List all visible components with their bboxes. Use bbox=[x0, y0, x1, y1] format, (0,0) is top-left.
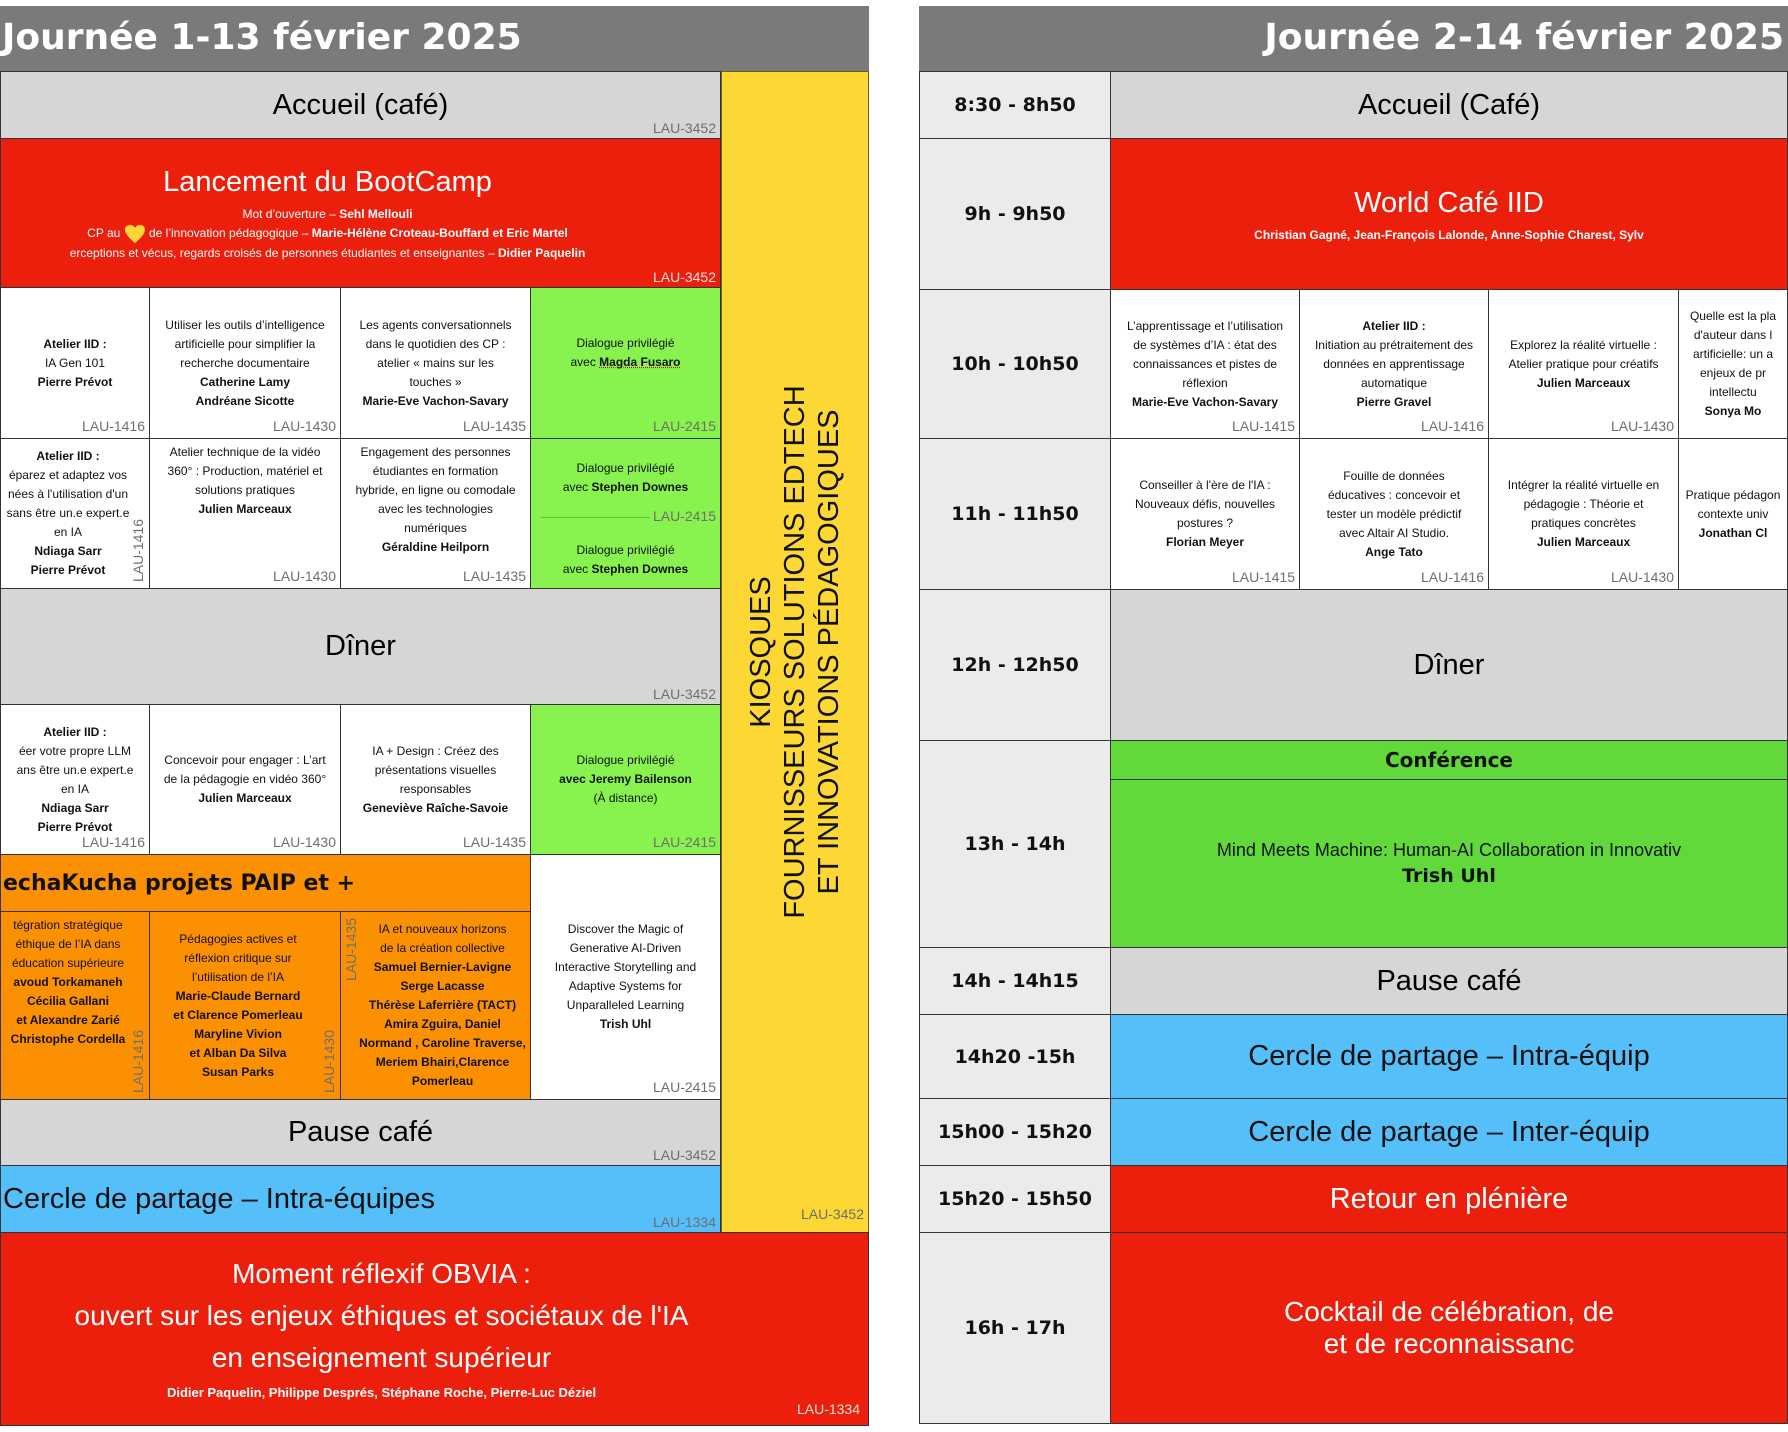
dialogue-magda-fusaro[interactable] bbox=[530, 287, 721, 439]
session-speaker: Catherine Lamy bbox=[199, 374, 291, 389]
session-speaker: Cécilia Gallani bbox=[26, 994, 110, 1008]
d2-session-r1-c4[interactable] bbox=[1678, 289, 1788, 439]
session-text: l’utilisation de l’IA bbox=[191, 969, 285, 984]
session-text: Explorez la réalité virtuelle : bbox=[1510, 337, 1657, 352]
session-speaker: Florian Meyer bbox=[1165, 535, 1245, 549]
session-r3-c1[interactable] bbox=[0, 704, 150, 855]
cercle-label: Cercle de partage – Intra-équipes bbox=[3, 1182, 436, 1215]
cocktail-line1: Cocktail de célébration, de bbox=[1284, 1296, 1614, 1327]
session-text: postures ? bbox=[1176, 516, 1234, 530]
session-speaker: Sonya Mo bbox=[1704, 404, 1762, 418]
session-speaker: Serge Lacasse bbox=[400, 979, 485, 993]
time-slot bbox=[919, 71, 1111, 139]
session-text: Intégrer la réalité virtuelle en bbox=[1507, 478, 1660, 492]
lancement-title: Lancement du BootCamp bbox=[163, 165, 492, 198]
session-text: artificielle: un a bbox=[1692, 347, 1774, 361]
session-text: éducation supérieure bbox=[11, 956, 125, 970]
time-label: 15h00 - 15h20 bbox=[938, 1121, 1092, 1143]
session-speaker: avoud Torkamaneh bbox=[13, 975, 123, 989]
day1-accueil-label: Accueil (café) bbox=[272, 88, 449, 121]
d2-session-r2-c1[interactable] bbox=[1110, 438, 1300, 590]
time-label: 14h - 14h15 bbox=[951, 970, 1079, 992]
session-speaker: Julien Marceaux bbox=[198, 502, 292, 516]
room-label: LAU-1415 bbox=[1231, 569, 1295, 585]
obvia-line1: Moment réflexif OBVIA : bbox=[232, 1257, 531, 1289]
room-label: LAU-1430 bbox=[272, 834, 336, 850]
day2-intra-label: Cercle de partage – Intra-équip bbox=[1248, 1040, 1650, 1072]
time-slot bbox=[919, 1232, 1111, 1424]
day2-header bbox=[919, 6, 1788, 71]
day2-pause-label: Pause café bbox=[1376, 964, 1522, 997]
day2-conference-header bbox=[1110, 740, 1788, 780]
room-label: LAU-1416 bbox=[130, 1029, 146, 1093]
session-text: Fouille de données bbox=[1343, 468, 1445, 483]
room-label: LAU-1416 bbox=[1420, 418, 1484, 434]
day1-diner bbox=[0, 588, 721, 705]
kiosque-column bbox=[721, 71, 869, 1233]
obvia-speakers: Didier Paquelin, Philippe Després, Stéphane Roche, Pierre-Luc Déziel bbox=[166, 1384, 597, 1400]
session-text: étudiantes en formation bbox=[372, 464, 499, 478]
dialogue-stephen-downes[interactable] bbox=[530, 438, 721, 589]
room-label: LAU-1435 bbox=[343, 918, 359, 982]
session-text: solutions pratiques bbox=[194, 483, 296, 497]
room-label: LAU-2415 bbox=[652, 834, 716, 850]
session-text: d'auteur dans l bbox=[1693, 328, 1773, 342]
day2-cocktail bbox=[1110, 1232, 1788, 1424]
session-text: contexte univ bbox=[1697, 506, 1769, 521]
room-label: LAU-1430 bbox=[272, 418, 336, 434]
room-label: LAU-1430 bbox=[272, 568, 336, 584]
session-text: Pratique pédagon bbox=[1685, 487, 1781, 502]
heart-icon bbox=[124, 224, 146, 244]
d2-session-r1-c3[interactable] bbox=[1488, 289, 1679, 439]
session-speaker: Andréane Sicotte bbox=[195, 393, 295, 408]
session-text: nées à l'utilisation d'un bbox=[8, 487, 128, 501]
day1-accueil bbox=[0, 71, 721, 139]
room-label: LAU-1334 bbox=[796, 1401, 860, 1417]
room-label: LAU-2415 bbox=[652, 1079, 716, 1095]
session-text: artificielle pour simplifier la bbox=[174, 336, 316, 351]
session-text: en IA bbox=[60, 781, 90, 796]
dialogue-top[interactable]: Dialogue privilégié avec Stephen Downes bbox=[562, 461, 689, 494]
day2-title: Journée 2-14 février 2025 bbox=[1264, 17, 1784, 58]
session-text: Conseiller à l'ère de l'IA : bbox=[1139, 478, 1271, 492]
session-r2-c1[interactable] bbox=[0, 438, 150, 589]
room-label: LAU-3452 bbox=[652, 1147, 716, 1163]
session-text: présentations visuelles bbox=[374, 762, 497, 777]
session-r1-c1[interactable] bbox=[0, 287, 150, 439]
session-text: IA et nouveaux horizons bbox=[378, 922, 507, 936]
time-slot bbox=[919, 289, 1111, 439]
session-text: pédagogie : Théorie et bbox=[1523, 497, 1644, 511]
session-speaker: Pierre Gravel bbox=[1356, 394, 1432, 409]
dialogue-bottom[interactable]: Dialogue privilégié avec Stephen Downes bbox=[562, 543, 689, 576]
room-label: LAU-1430 bbox=[321, 1029, 337, 1093]
room-label: LAU-1415 bbox=[1231, 418, 1295, 434]
day1-cercle bbox=[0, 1165, 721, 1233]
session-speaker: et Alban Da Silva bbox=[189, 1045, 287, 1060]
room-label: LAU-2415 bbox=[652, 508, 716, 524]
session-speaker: Marie-Eve Vachon-Savary bbox=[362, 393, 509, 408]
day2-retour bbox=[1110, 1165, 1788, 1233]
session-speaker: Julien Marceaux bbox=[198, 791, 292, 805]
session-text: avec les technologies bbox=[378, 502, 493, 516]
time-label: 16h - 17h bbox=[964, 1317, 1066, 1339]
pause-label: Pause café bbox=[287, 1116, 434, 1148]
day2-diner bbox=[1110, 589, 1788, 741]
session-text: Pédagogies actives et bbox=[179, 931, 297, 946]
day2-accueil bbox=[1110, 71, 1788, 139]
day1-title: Journée 1-13 février 2025 bbox=[2, 17, 522, 58]
room-label: LAU-3452 bbox=[800, 1206, 864, 1222]
d2-session-r1-c2[interactable] bbox=[1299, 289, 1489, 439]
session-r3-c2[interactable] bbox=[149, 704, 341, 855]
session-speaker: Atelier IID : bbox=[1362, 318, 1426, 333]
day2-intra bbox=[1110, 1014, 1788, 1099]
session-speaker: Ndiaga Sarr bbox=[34, 544, 102, 558]
session-speaker: Géraldine Heilporn bbox=[381, 540, 490, 554]
session-text: tester un modèle prédictif bbox=[1326, 506, 1462, 521]
session-text: 360° : Production, matériel et bbox=[167, 464, 323, 478]
obvia-line3: en enseignement supérieur bbox=[211, 1341, 552, 1373]
session-speaker: Pierre Prévot bbox=[37, 819, 113, 834]
session-speaker: Samuel Bernier-Lavigne bbox=[373, 960, 512, 974]
time-label: 10h - 10h50 bbox=[951, 353, 1079, 375]
day2-conference[interactable] bbox=[1110, 779, 1788, 948]
session-text: éducatives : concevoir et bbox=[1327, 487, 1461, 502]
session-speaker: Normand , Caroline Traverse, bbox=[359, 1036, 526, 1050]
dialogue-l1: Dialogue privilégié bbox=[576, 336, 675, 350]
day2-retour-label: Retour en plénière bbox=[1329, 1182, 1569, 1215]
session-text: hybride, en ligne ou comodale bbox=[355, 483, 516, 497]
session-text: Interactive Storytelling and bbox=[554, 960, 697, 974]
session-speaker: Susan Parks bbox=[201, 1064, 275, 1079]
session-text: IA Gen 101 bbox=[44, 355, 106, 370]
session-text: Unparalleled Learning bbox=[566, 998, 685, 1012]
session-text: recherche documentaire bbox=[180, 355, 310, 370]
room-label: LAU-1435 bbox=[462, 834, 526, 850]
session-speaker: Julien Marceaux bbox=[1536, 535, 1631, 549]
day2-pause bbox=[1110, 947, 1788, 1015]
session-text: Atelier pratique pour créatifs bbox=[1508, 356, 1659, 371]
dialogue-jeremy-bailenson[interactable] bbox=[530, 704, 721, 855]
room-label: LAU-1416 bbox=[1420, 569, 1484, 585]
session-r2-c3[interactable] bbox=[340, 438, 531, 589]
session-text: L’apprentissage et l’utilisation bbox=[1126, 318, 1284, 333]
session-speaker: Ange Tato bbox=[1365, 544, 1423, 559]
obvia-line2: ouvert sur les enjeux éthiques et sociétaux de l'IA bbox=[74, 1299, 689, 1331]
time-label: 12h - 12h50 bbox=[951, 654, 1079, 676]
session-speaker: Christophe Cordella bbox=[10, 1032, 126, 1046]
day1-lancement bbox=[0, 138, 721, 288]
time-label: 9h - 9h50 bbox=[964, 203, 1066, 225]
session-text: éparez et adaptez vos bbox=[8, 468, 128, 482]
session-speaker: et Clarence Pomerleau bbox=[173, 1007, 303, 1022]
day1-pause bbox=[0, 1099, 721, 1166]
session-text: tégration stratégique bbox=[13, 918, 123, 932]
session-speaker: Marie-Eve Vachon-Savary bbox=[1131, 394, 1279, 409]
dialogue-l2: avec Magda Fusaro bbox=[570, 355, 681, 369]
session-speaker: Maryline Vivion bbox=[194, 1026, 282, 1041]
time-slot bbox=[919, 438, 1111, 590]
diner-label: Dîner bbox=[325, 630, 396, 662]
session-text: touches » bbox=[409, 374, 462, 389]
day1-obvia bbox=[0, 1232, 869, 1426]
session-speaker: Julien Marceaux bbox=[1536, 375, 1631, 390]
day2-inter bbox=[1110, 1098, 1788, 1166]
session-text: Dialogue privilégié bbox=[576, 753, 675, 767]
lancement-line2: CP au de l’innovation pédagogique – Marie-Hélène Croteau-Bouffard et Eric Martel bbox=[85, 224, 570, 244]
session-r2-c2[interactable] bbox=[149, 438, 341, 589]
session-r1-c2[interactable] bbox=[149, 287, 341, 439]
session-text: Discover the Magic of bbox=[567, 922, 684, 936]
session-text: dans le quotidien des CP : bbox=[365, 336, 506, 351]
session-text: Atelier technique de la vidéo bbox=[169, 445, 321, 459]
session-text: enjeux de pr bbox=[1699, 366, 1767, 380]
room-label: LAU-3452 bbox=[652, 686, 716, 702]
session-text: numériques bbox=[404, 521, 467, 535]
session-text: Engagement des personnes bbox=[360, 445, 511, 459]
time-slot bbox=[919, 1098, 1111, 1166]
session-text: intellectu bbox=[1709, 385, 1757, 399]
time-label: 8:30 - 8h50 bbox=[954, 94, 1076, 116]
time-slot bbox=[919, 947, 1111, 1015]
session-speaker: Trish Uhl bbox=[599, 1017, 652, 1031]
session-text: pratiques concrètes bbox=[1531, 516, 1636, 530]
session-text: ans être un.e expert.e bbox=[16, 762, 134, 777]
session-text: Quelle est la pla bbox=[1689, 309, 1777, 323]
session-speaker: Pierre Prévot bbox=[30, 563, 106, 577]
session-speaker: Pomerleau bbox=[411, 1074, 474, 1088]
session-text: automatique bbox=[1360, 375, 1428, 390]
pechakucha-title: echaKucha projets PAIP et + bbox=[3, 870, 356, 896]
room-label: LAU-1435 bbox=[462, 418, 526, 434]
lancement-line1: Mot d’ouverture – Sehl Mellouli bbox=[242, 206, 413, 221]
session-text: Initiation au prétraitement des bbox=[1314, 337, 1474, 352]
session-speaker: Jonathan Cl bbox=[1698, 525, 1768, 540]
room-label: LAU-1416 bbox=[81, 418, 145, 434]
room-label: LAU-1435 bbox=[462, 568, 526, 584]
session-speaker: Ndiaga Sarr bbox=[41, 800, 109, 815]
room-label: LAU-1430 bbox=[1610, 418, 1674, 434]
time-slot bbox=[919, 589, 1111, 741]
session-text: Nouveaux défis, nouvelles bbox=[1134, 497, 1276, 511]
kiosque-text: KIOSQUES FOURNISSEURS SOLUTIONS EDTECH ET INNOVATIONS PÉDAGOGIQUES bbox=[745, 385, 845, 919]
session-speaker: avec Jeremy Bailenson bbox=[559, 772, 692, 786]
room-label: LAU-1416 bbox=[81, 834, 145, 850]
session-text: IA + Design : Créez des bbox=[372, 743, 499, 758]
time-slot bbox=[919, 1014, 1111, 1099]
worldcafe-speakers: Christian Gagné, Jean-François Lalonde, Anne-Sophie Charest, Sylv bbox=[1254, 227, 1644, 242]
conference-title: Mind Meets Machine: Human-AI Collaboration in Innovativ bbox=[1216, 840, 1682, 860]
session-text: Adaptive Systems for bbox=[568, 979, 683, 993]
session-text: Concevoir pour engager : L’art bbox=[164, 753, 326, 767]
time-slot bbox=[919, 1165, 1111, 1233]
session-text: données en apprentissage bbox=[1323, 356, 1465, 371]
session-speaker: Pierre Prévot bbox=[37, 374, 113, 389]
session-text: responsables bbox=[399, 781, 472, 796]
divider bbox=[541, 517, 650, 518]
day2-inter-label: Cercle de partage – Inter-équip bbox=[1248, 1115, 1650, 1148]
session-text: de la pédagogie en vidéo 360° bbox=[163, 772, 327, 786]
day2-diner-label: Dîner bbox=[1413, 648, 1485, 681]
room-label: LAU-1334 bbox=[652, 1214, 716, 1230]
session-speaker: Geneviève Raîche-Savoie bbox=[362, 800, 509, 815]
session-speaker: Amira Zguira, Daniel bbox=[384, 1017, 501, 1031]
session-r3-c3[interactable] bbox=[340, 704, 531, 855]
time-label: 11h - 11h50 bbox=[951, 503, 1079, 525]
room-label: LAU-2415 bbox=[652, 418, 716, 434]
pecha-r4-c2[interactable] bbox=[149, 911, 341, 1100]
room-label: LAU-1416 bbox=[130, 518, 146, 582]
room-label: LAU-3452 bbox=[652, 120, 716, 136]
session-text: connaissances et pistes de bbox=[1132, 356, 1278, 371]
conference-speaker: Trish Uhl bbox=[1402, 865, 1496, 887]
pecha-r4-c1[interactable] bbox=[0, 911, 150, 1100]
conference-label: Conférence bbox=[1384, 748, 1513, 772]
time-label: 13h - 14h bbox=[964, 833, 1066, 855]
d2-session-r2-c2[interactable] bbox=[1299, 438, 1489, 590]
time-slot bbox=[919, 138, 1111, 290]
pechakucha-header bbox=[0, 854, 531, 912]
session-speaker: Thérèse Laferrière (TACT) bbox=[368, 998, 517, 1012]
pecha-r4-c3[interactable] bbox=[340, 911, 531, 1100]
session-text: Utiliser les outils d’intelligence bbox=[165, 317, 325, 332]
d2-session-r2-c4[interactable] bbox=[1678, 438, 1788, 590]
lancement-line3: erceptions et vécus, regards croisés de personnes étudiantes et enseignantes – Didier Paquelin bbox=[69, 245, 586, 260]
session-text: éer votre propre LLM bbox=[18, 743, 132, 758]
cocktail-line2: et de reconnaissanc bbox=[1323, 1328, 1575, 1359]
session-speaker: Marie-Claude Bernard bbox=[175, 988, 301, 1003]
session-text: éthique de l’IA dans bbox=[15, 937, 121, 951]
session-text: de systèmes d’IA : état des bbox=[1133, 337, 1277, 352]
session-r1-c3[interactable] bbox=[340, 287, 531, 439]
session-text: en IA bbox=[53, 525, 83, 539]
time-label: 15h20 - 15h50 bbox=[938, 1188, 1092, 1210]
worldcafe-title: World Café IID bbox=[1354, 186, 1544, 219]
day1-header bbox=[0, 6, 869, 71]
room-label: LAU-3452 bbox=[652, 269, 716, 285]
session-text: de la création collective bbox=[380, 941, 505, 955]
session-text: (À distance) bbox=[593, 791, 658, 805]
d2-session-r2-c3[interactable] bbox=[1488, 438, 1679, 590]
time-label: 14h20 -15h bbox=[954, 1045, 1076, 1068]
session-text: réflexion bbox=[1182, 375, 1228, 390]
session-text: réflexion critique sur bbox=[184, 950, 292, 965]
session-text: Les agents conversationnels bbox=[359, 317, 512, 332]
time-slot bbox=[919, 740, 1111, 948]
day2-accueil-label: Accueil (Café) bbox=[1357, 88, 1541, 121]
day2-worldcafe bbox=[1110, 138, 1788, 290]
trish-uhl-session[interactable] bbox=[530, 854, 721, 1100]
session-speaker: Atelier IID : bbox=[43, 336, 107, 351]
session-speaker: Meriem Bhairi,Clarence bbox=[375, 1055, 510, 1069]
session-text: sans être un.e expert.e bbox=[6, 506, 130, 520]
d2-session-r1-c1[interactable] bbox=[1110, 289, 1300, 439]
room-label: LAU-1430 bbox=[1610, 569, 1674, 585]
session-text: avec Altair AI Studio. bbox=[1338, 525, 1450, 540]
session-speaker: Atelier IID : bbox=[43, 724, 107, 739]
session-speaker: Atelier IID : bbox=[36, 449, 100, 463]
session-text: atelier « mains sur les bbox=[377, 355, 494, 370]
session-text: Generative AI-Driven bbox=[569, 941, 682, 955]
session-speaker: et Alexandre Zarié bbox=[16, 1013, 120, 1027]
